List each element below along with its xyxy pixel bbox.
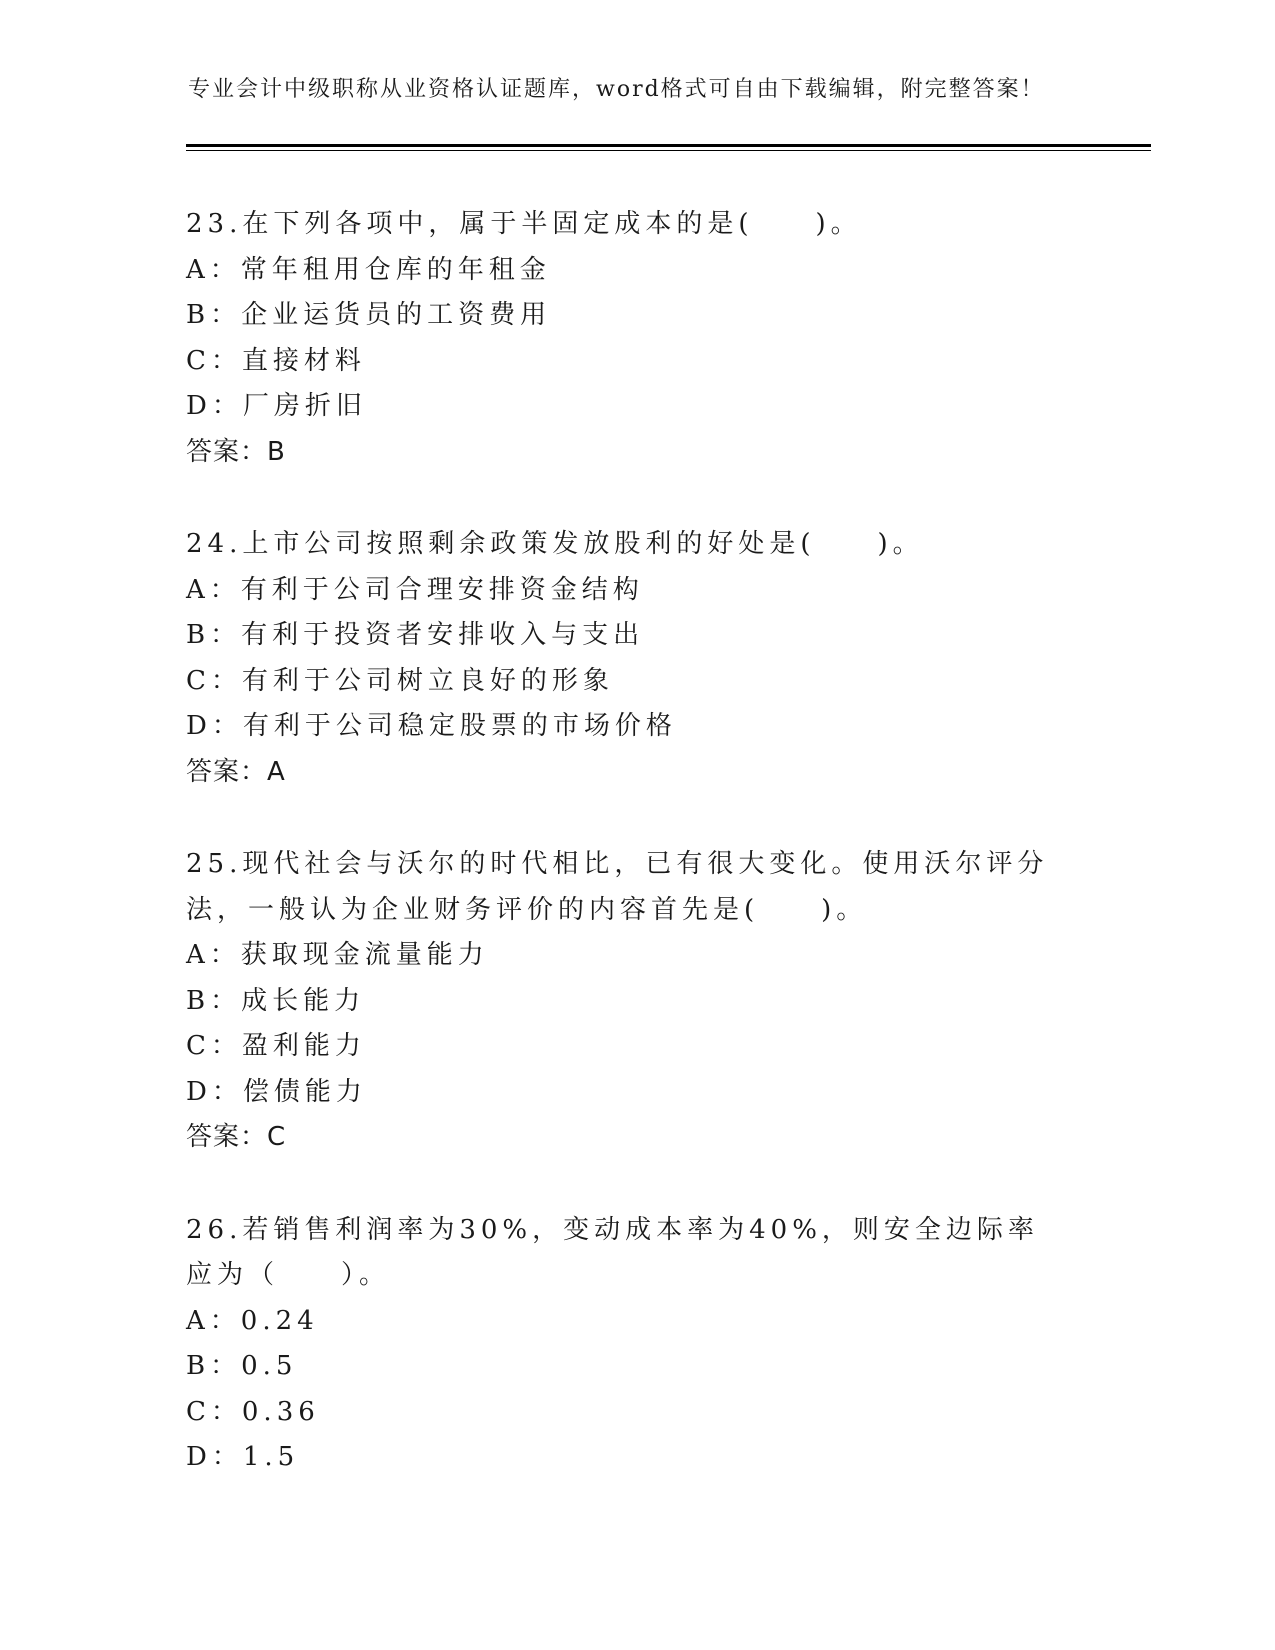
option-c: C：有利于公司树立良好的形象: [186, 665, 614, 696]
answer-line: 答案：B: [186, 436, 286, 467]
page-header: 专业会计中级职称从业资格认证题库，word格式可自由下载编辑，附完整答案！: [188, 77, 1045, 102]
header-rule-thin: [186, 150, 1151, 151]
option-b: B：成长能力: [186, 985, 366, 1016]
option-b: B：有利于投资者安排收入与支出: [186, 620, 645, 650]
question-stem: 25.现代社会与沃尔的时代相比，已有很大变化。使用沃尔评分法，一般认为企业财务评价的内容首先是( )。: [186, 849, 1049, 925]
option-c: C：0.36: [186, 1396, 320, 1427]
question-list: [186, 202, 1086, 1528]
option-d: D：有利于公司稳定股票的市场价格: [186, 711, 677, 741]
answer-line: 答案：C: [186, 1122, 287, 1152]
option-a: A：有利于公司合理安排资金结构: [186, 574, 644, 605]
option-b: B：0.5: [186, 1351, 298, 1381]
option-a: A：常年租用仓库的年租金: [186, 254, 551, 285]
option-d: D：偿债能力: [186, 1076, 367, 1107]
option-a: A：0.24: [186, 1305, 319, 1336]
question-23: [186, 202, 1086, 475]
question-25: [186, 842, 1086, 1161]
option-c: C：盈利能力: [186, 1031, 366, 1061]
option-c: C：直接材料: [186, 345, 366, 376]
question-24: [186, 522, 1086, 795]
option-b: B：企业运货员的工资费用: [186, 300, 552, 330]
option-d: D：厂房折旧: [186, 391, 367, 421]
question-stem: 26.若销售利润率为30%，变动成本率为40%，则安全边际率应为（ ）。: [186, 1214, 1039, 1290]
header-rule-thick: [186, 144, 1151, 147]
question-26: [186, 1208, 1086, 1481]
question-stem: 24.上市公司按照剩余政策发放股利的好处是( )。: [186, 529, 924, 559]
option-d: D：1.5: [186, 1442, 300, 1472]
question-stem: 23.在下列各项中，属于半固定成本的是( )。: [186, 209, 862, 239]
answer-line: 答案：A: [186, 756, 286, 787]
option-a: A：获取现金流量能力: [186, 940, 489, 970]
